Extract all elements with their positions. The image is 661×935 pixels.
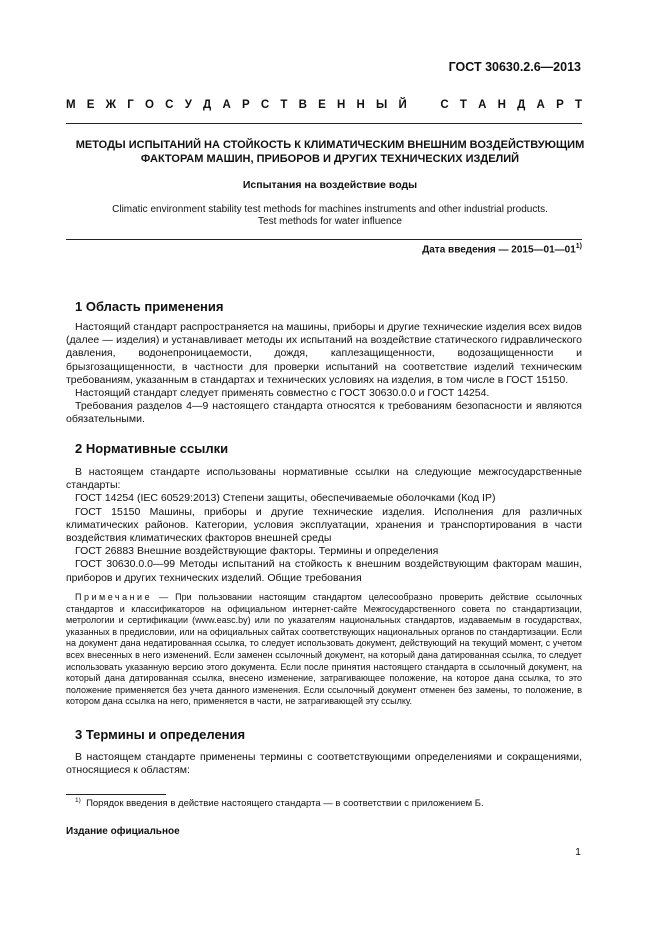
interstate-letter: Е: [318, 99, 326, 111]
interstate-letter: Д: [203, 99, 212, 111]
interstate-letter: Т: [280, 99, 288, 111]
reference-item: ГОСТ 14254 (IEC 60529:2013) Степени защиты, обеспечиваемые оболочками (Код IP): [75, 492, 496, 505]
interstate-letter: Й: [398, 99, 407, 111]
interstate-letter: С: [440, 99, 449, 111]
title-line-2: ФАКТОРАМ МАШИН, ПРИБОРОВ И ДРУГИХ ТЕХНИЧЕСКИХ ИЗДЕЛИЙ: [140, 153, 520, 165]
section-1-body: [66, 321, 582, 427]
interstate-letter: А: [478, 99, 487, 111]
note-label: Примечание: [75, 592, 153, 602]
reference-item: ГОСТ 26883 Внешние воздействующие факторы. Термины и определения: [75, 545, 439, 558]
footnote: [75, 797, 484, 809]
document-title: [40, 138, 620, 166]
interstate-letter: Н: [356, 99, 365, 111]
interstate-letter: А: [536, 99, 545, 111]
footnote-rule: [66, 794, 166, 795]
interstate-letter: У: [184, 99, 192, 111]
interstate-letter: Д: [517, 99, 526, 111]
interstate-letter: Р: [556, 99, 564, 111]
section-1-paragraph: Требования разделов 4—9 настоящего стандарта относятся к требованиям безопасности и являются обязательными.: [66, 400, 582, 426]
section-3-heading: 3 Термины и определения: [75, 727, 246, 742]
interstate-letter: Ы: [376, 99, 388, 111]
english-title-line-1: Climatic environment stability test methods for machines instruments and other industrial products.: [112, 204, 548, 215]
interstate-letter: С: [260, 99, 270, 111]
section-3-body: [66, 751, 582, 777]
interstate-letter: Г: [127, 99, 134, 111]
interstate-letter: М: [66, 99, 76, 111]
footnote-mark: 1): [75, 797, 81, 804]
section-1-paragraph: Настоящий стандарт следует применять совместно с ГОСТ 30630.0.0 и ГОСТ 14254.: [75, 387, 490, 400]
interstate-letter: В: [298, 99, 307, 111]
standard-code: ГОСТ 30630.2.6—2013: [448, 60, 581, 74]
interstate-letter: Р: [241, 99, 250, 111]
official-edition-label: Издание официальное: [66, 826, 180, 837]
title-rule: [66, 239, 582, 240]
interstate-letter: Н: [497, 99, 506, 111]
section-1-heading: 1 Область применения: [75, 299, 224, 314]
english-title: [40, 204, 620, 228]
reference-item: ГОСТ 15150 Машины, приборы и другие технические изделия. Исполнения для различных климатических районов. Категории, условия эксплуатации, хранения и транспортирования в части воздействия климатических факторов внешней среды: [66, 505, 582, 545]
interstate-letter: О: [145, 99, 154, 111]
interstate-letter: А: [222, 99, 231, 111]
title-line-1: МЕТОДЫ ИСПЫТАНИЙ НА СТОЙКОСТЬ К КЛИМАТИЧЕСКИМ ВНЕШНИМ ВОЗДЕЙСТВУЮЩИМ: [75, 139, 585, 151]
section-2-body: [66, 466, 582, 585]
interstate-letter: Т: [459, 99, 467, 111]
interstate-letter: Е: [86, 99, 95, 111]
section-1-paragraph: Настоящий стандарт распространяется на машины, приборы и другие технические изделия всех видов (далее — изделия) и устанавливает методы их испытаний на воздействие статического гидравлического давления, водонепроницаемости, дождя, каплезащищенности, водозащищенности и брызгозащищенности, в частности для проверки испытаний на соответствие изделий техническим требованиям, указанным в стандартах и технических условиях на изделия, в том числе в ГОСТ 15150.: [66, 321, 582, 386]
interstate-letter: Т: [574, 99, 582, 111]
interstate-letter: Н: [336, 99, 346, 111]
section-3-paragraph: В настоящем стандарте применены термины с соответствующими определениями и сокращениями, относящиеся к областям:: [66, 751, 582, 777]
top-rule: [66, 123, 582, 124]
interstate-standard-banner: [66, 99, 582, 111]
footnote-text: Порядок введения в действие настоящего стандарта — в соответствии с приложением Б.: [86, 798, 484, 810]
introduction-date: [330, 243, 582, 255]
interstate-letter: С: [165, 99, 174, 111]
page-number: 1: [575, 846, 581, 858]
section-2-heading: 2 Нормативные ссылки: [75, 441, 229, 456]
references-note: [66, 592, 582, 708]
document-subtitle: Испытания на воздействие воды: [242, 179, 418, 191]
note-text: — При пользовании настоящим стандартом целесообразно проверить действие ссылочных стандартов и классификаторов на официальном интернет-сайте Межгосударственного совета по стандартизации, метрологии и сертификации (www.easc.by) или по указателям национальных стандартов, издаваемым в государствах, указанных в предисловии, или на официальных сайтах соответствующих национальных органов по стандартизации. Если на документ дана недатированная ссылка, то следует использовать документ, действующий на текущий момент, с учетом всех внесенных в него изменений. Если заменен ссылочный документ, на который дана датированная ссылка, то следует использовать указанную версию этого документа. Если после принятия настоящего стандарта в ссылочный документ, на который дана датированная ссылка, внесено изменение, затрагивающее положение, на которое дана ссылка, то это положение применяется без учета данного изменения. Если ссылочный документ отменен без замены, то положение, в котором дана ссылка на него, применяется в части, не затрагивающей эту ссылку.: [66, 592, 582, 707]
interstate-letter: Ж: [105, 99, 117, 111]
section-2-paragraph: В настоящем стандарте использованы нормативные ссылки на следующие межгосударственные стандарты:: [66, 466, 582, 492]
english-title-line-2: Test methods for water influence: [258, 216, 402, 227]
reference-item: ГОСТ 30630.0.0—99 Методы испытаний на стойкость к внешним воздействующим факторам машин, приборов и других технических изделий. Общие требования: [66, 558, 582, 584]
introduction-date-footnote-mark: 1): [575, 243, 582, 250]
introduction-date-text: Дата введения — 2015—01—01: [422, 244, 576, 256]
